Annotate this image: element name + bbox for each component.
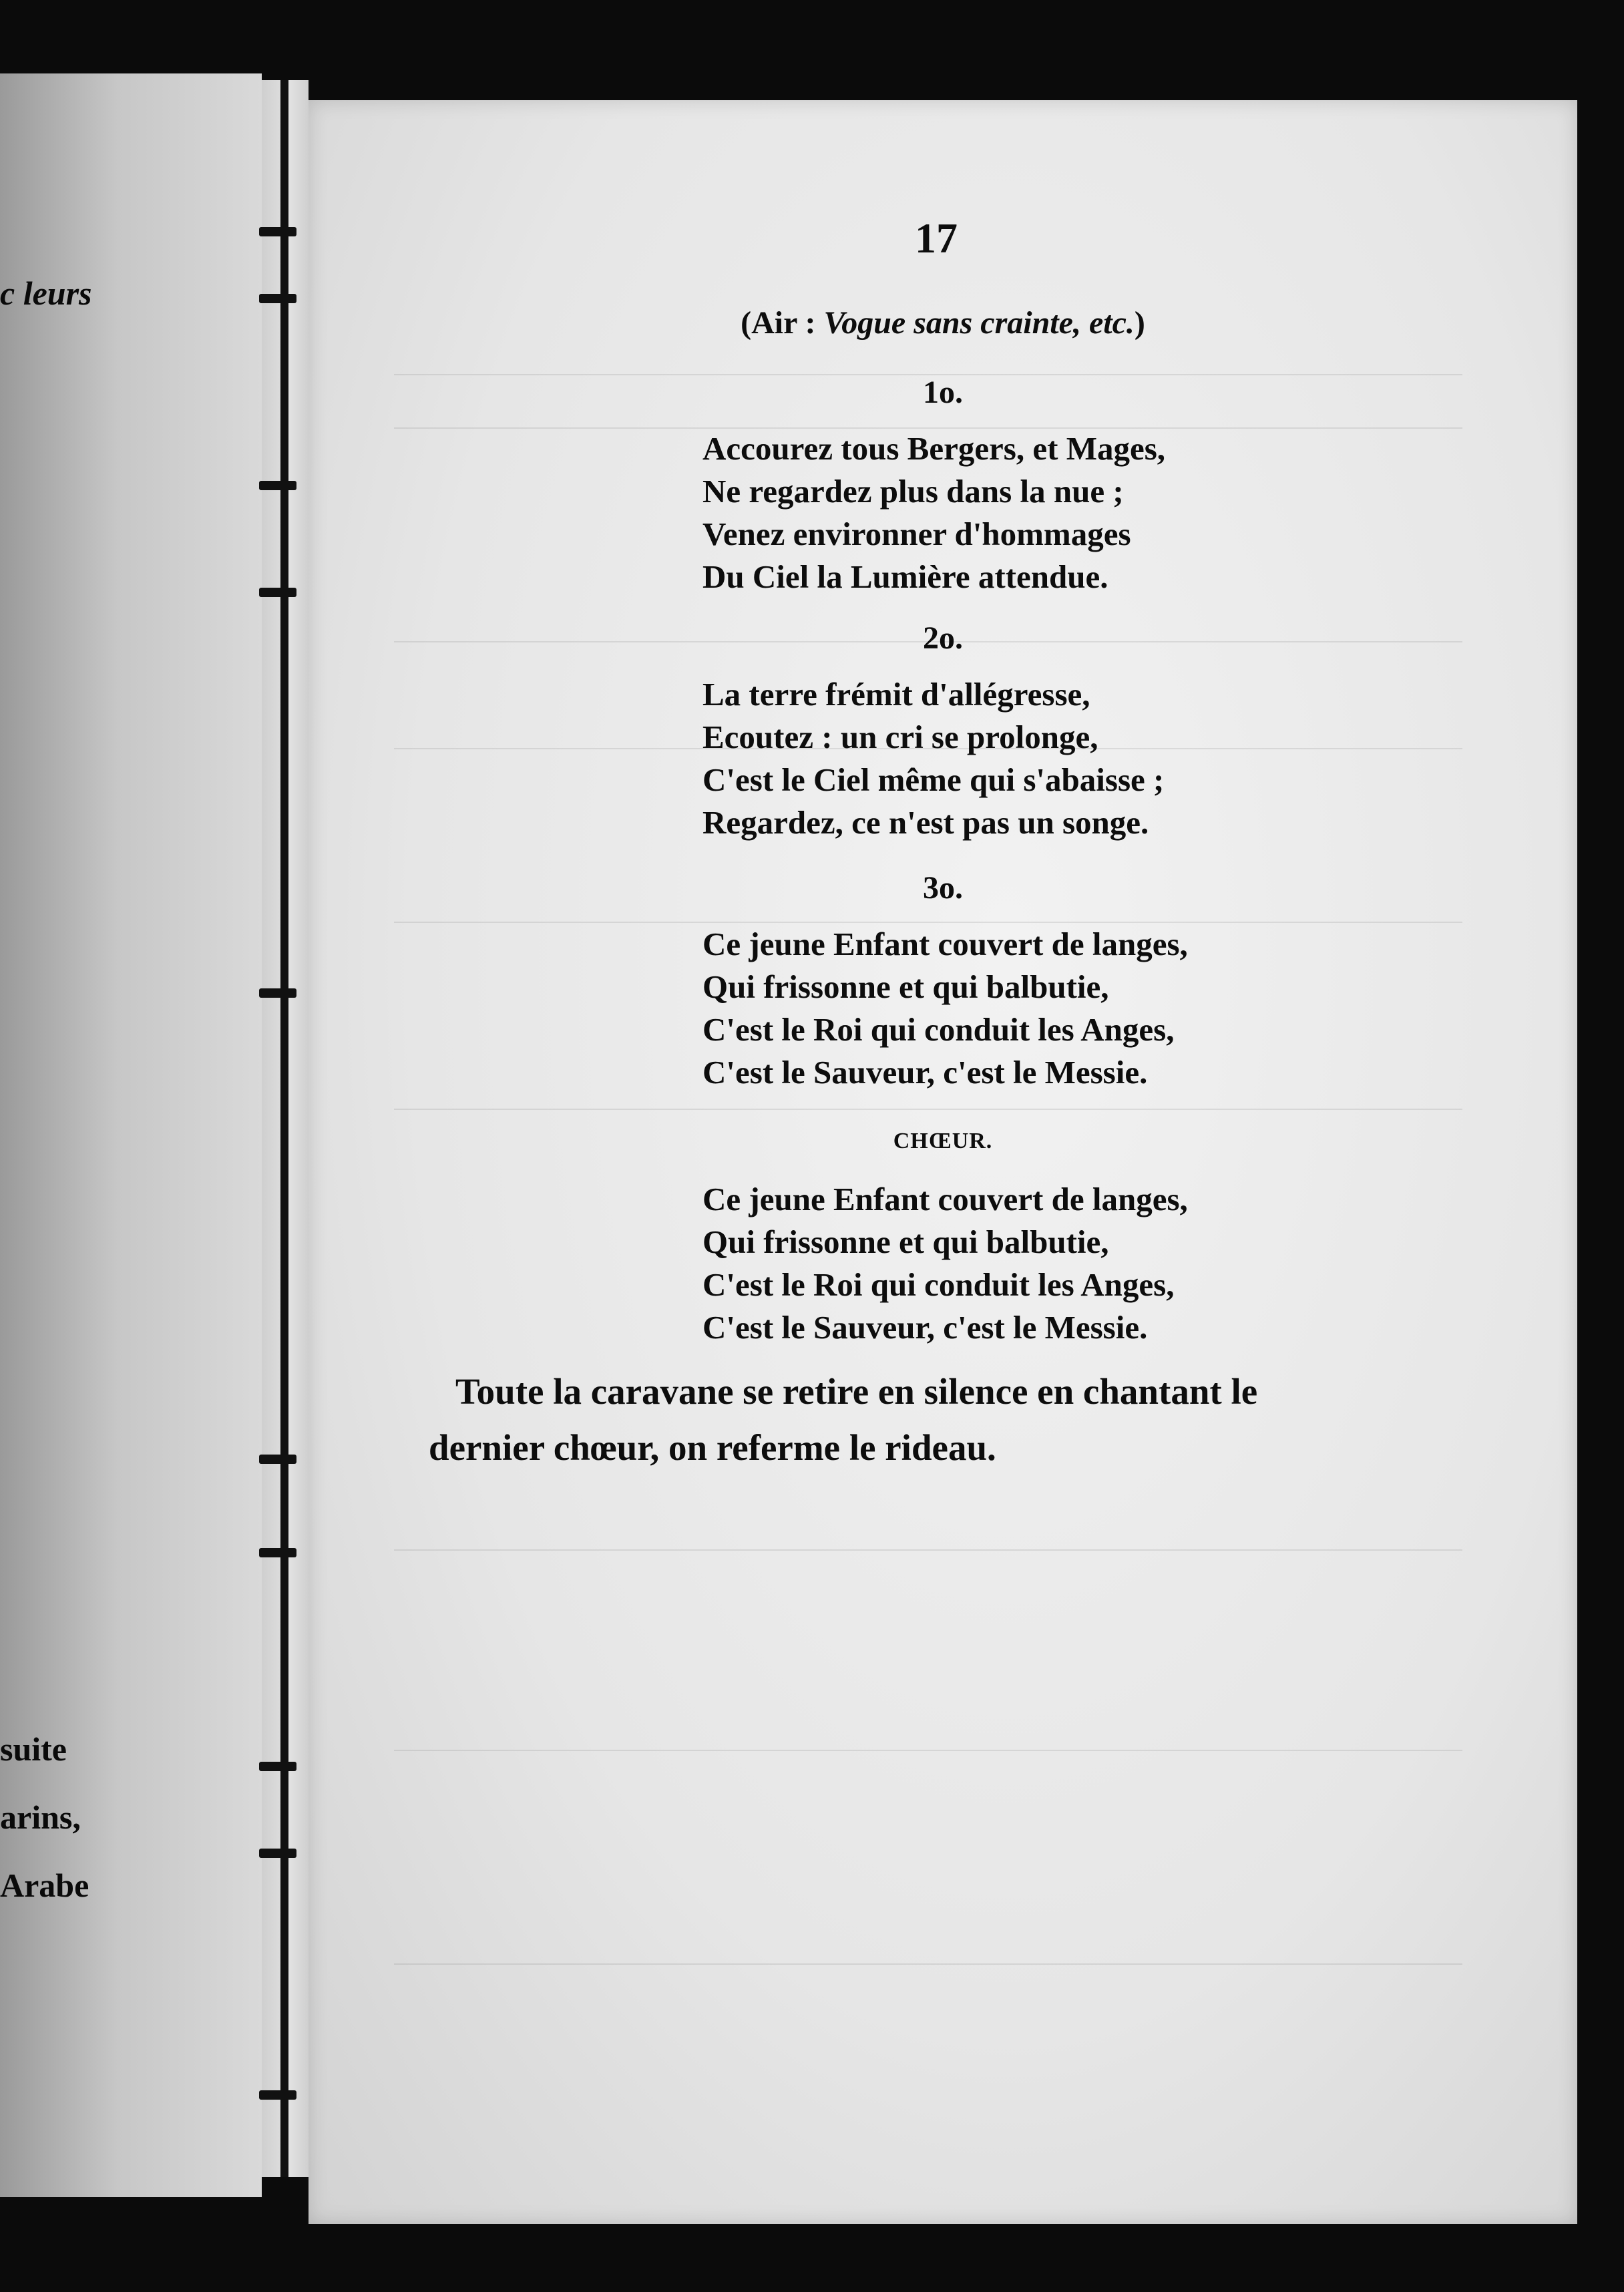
binding-stitch — [259, 294, 296, 303]
binding-stitch — [259, 1455, 296, 1464]
verse-line: Venez environner d'hommages — [702, 516, 1131, 552]
verse-line: Ecoutez : un cri se prolonge, — [702, 719, 1098, 755]
verse-line: Du Ciel la Lumière attendue. — [702, 558, 1108, 595]
left-page-text-fragment: c leurs — [0, 274, 92, 312]
verse-line: Ce jeune Enfant couvert de langes, — [702, 926, 1188, 962]
binding-stitch — [259, 588, 296, 597]
choeur-verse — [702, 1178, 1188, 1349]
binding-stitch — [259, 1762, 296, 1771]
verse-line: C'est le Roi qui conduit les Anges, — [702, 1011, 1175, 1048]
page-edge-shadow — [1577, 100, 1624, 2224]
verse-2 — [702, 673, 1164, 844]
left-page-text-fragment: arins, — [0, 1798, 81, 1836]
binding-stitch — [259, 2090, 296, 2100]
verse-line: Accourez tous Bergers, et Mages, — [702, 430, 1166, 467]
choeur-heading: CHŒUR. — [893, 1129, 993, 1153]
left-page-text-fragment: suite — [0, 1730, 67, 1768]
verse-line: C'est le Roi qui conduit les Anges, — [702, 1266, 1175, 1303]
air-close: ) — [1134, 305, 1145, 341]
left-page-fragment — [0, 73, 262, 2197]
verse-line: C'est le Ciel même qui s'abaisse ; — [702, 761, 1165, 798]
binding-stitch — [259, 988, 296, 998]
stage-direction-line: dernier chœur, on referme le rideau. — [429, 1427, 996, 1468]
verse-line: La terre frémit d'allégresse, — [702, 676, 1090, 713]
verse-line: Ce jeune Enfant couvert de langes, — [702, 1181, 1188, 1217]
verse-line: Qui frissonne et qui balbutie, — [702, 1223, 1109, 1260]
stage-direction — [429, 1364, 1444, 1476]
left-page-text-fragment: Arabe — [0, 1867, 89, 1904]
verse-line: Ne regardez plus dans la nue ; — [702, 473, 1124, 510]
verse-3 — [702, 923, 1188, 1094]
verse-number: 1o. — [923, 375, 963, 410]
page-number: 17 — [915, 214, 958, 262]
air-indication — [309, 305, 1577, 341]
air-open: (Air : — [741, 305, 824, 341]
verse-number: 3o. — [923, 870, 963, 906]
verse-number: 2o. — [923, 620, 963, 656]
binding-stitch — [259, 1849, 296, 1858]
verse-line: Qui frissonne et qui balbutie, — [702, 968, 1109, 1005]
binding-stitch — [259, 1548, 296, 1557]
verse-1 — [702, 427, 1165, 598]
binding-stitch — [259, 227, 296, 236]
stage-direction-line: Toute la caravane se retire en silence en chantant le — [455, 1371, 1258, 1412]
air-title: Vogue sans crainte, etc. — [823, 305, 1135, 341]
binding-spine — [280, 80, 288, 2177]
verse-line: C'est le Sauveur, c'est le Messie. — [702, 1309, 1148, 1346]
page-content — [309, 100, 1577, 2170]
binding-stitch — [259, 481, 296, 490]
verse-line: Regardez, ce n'est pas un songe. — [702, 804, 1149, 841]
verse-line: C'est le Sauveur, c'est le Messie. — [702, 1054, 1148, 1091]
